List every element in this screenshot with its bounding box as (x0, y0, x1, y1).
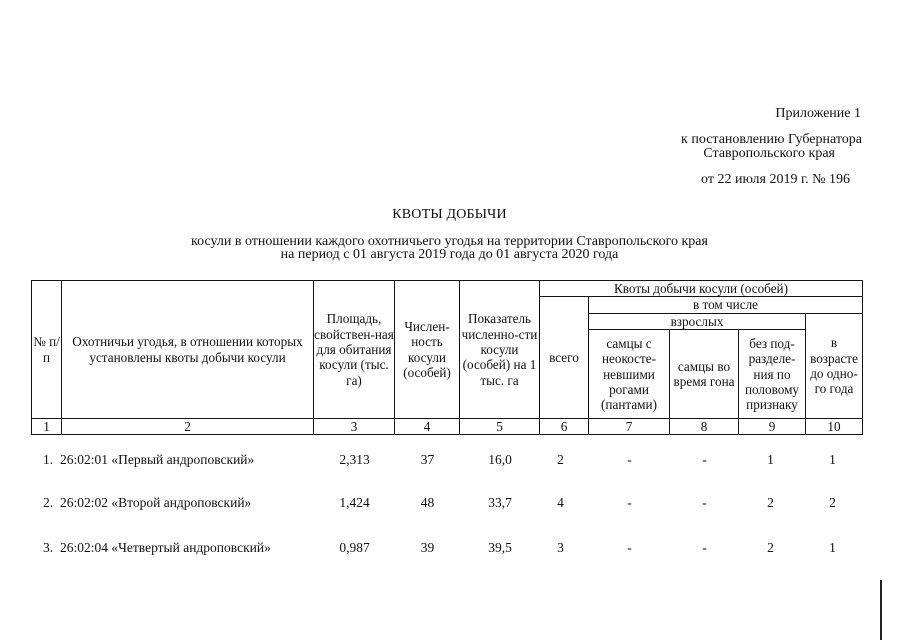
row-count: 48 (420, 495, 435, 510)
row-young: 2 (829, 495, 836, 510)
row-males-rut: - (702, 495, 707, 510)
row-num: 1. (42, 452, 54, 467)
row-no-sex: 2 (767, 540, 774, 555)
table-row (31, 539, 871, 557)
row-no-sex: 2 (767, 495, 774, 510)
column-number: 5 (460, 419, 540, 435)
row-area: 2,313 (339, 452, 370, 467)
header-quota-group: Квоты добычи косули (особей) (540, 281, 863, 297)
scan-edge-line (880, 580, 882, 640)
row-count: 37 (420, 452, 435, 467)
row-young: 1 (829, 452, 836, 467)
column-number: 4 (395, 419, 460, 435)
resolution-line-1: к постановлению Губернатора (681, 132, 862, 147)
row-males-antlers: - (627, 452, 632, 467)
column-number: 10 (806, 419, 863, 435)
row-total: 4 (557, 495, 564, 510)
date-line: от 22 июля 2019 г. № 196 (701, 172, 850, 187)
row-name: 26:02:02 «Второй андроповский» (60, 495, 252, 510)
row-young: 1 (829, 540, 836, 555)
header-area: Площадь, свойствен-ная для обитания косули (тыс. га) (314, 281, 395, 419)
header-hunting-grounds: Охотничьи угодья, в отношении которых установлены квоты добычи косули (62, 281, 314, 419)
header-no-sex-division: без под-разделе-ния по половому признаку (739, 330, 806, 419)
quota-table (31, 280, 863, 435)
row-males-rut: - (702, 452, 707, 467)
column-number: 3 (314, 419, 395, 435)
header-total: всего (540, 297, 589, 419)
column-number: 7 (589, 419, 670, 435)
header-num: № п/п (32, 281, 62, 419)
header-young: в возрасте до одно-го года (806, 313, 863, 418)
row-males-rut: - (702, 540, 707, 555)
header-males-antlers: самцы с неокосте-невшими рогами (пантами) (589, 330, 670, 419)
row-index: 39,5 (488, 540, 512, 555)
header-including-group: в том числе (589, 297, 863, 313)
row-no-sex: 1 (767, 452, 774, 467)
row-index: 33,7 (488, 495, 512, 510)
row-name: 26:02:01 «Первый андроповский» (60, 452, 255, 467)
column-number: 6 (540, 419, 589, 435)
resolution-line-2: Ставропольского края (703, 146, 835, 161)
row-males-antlers: - (627, 495, 632, 510)
row-count: 39 (420, 540, 435, 555)
column-number: 1 (32, 419, 62, 435)
row-area: 0,987 (339, 540, 370, 555)
table-row (31, 494, 871, 512)
document-subtitle-1: косули в отношении каждого охотничьего угодья на территории Ставропольского края (191, 234, 708, 249)
row-num: 2. (42, 495, 54, 510)
header-males-rut: самцы во время гона (670, 330, 739, 419)
row-area: 1,424 (339, 495, 370, 510)
row-name: 26:02:04 «Четвертый андроповский» (60, 540, 271, 555)
column-number: 2 (62, 419, 314, 435)
header-adults-group: взрослых (589, 313, 806, 329)
document-subtitle-2: на период с 01 августа 2019 года до 01 августа 2020 года (280, 247, 619, 262)
column-number: 9 (739, 419, 806, 435)
column-number: 8 (670, 419, 739, 435)
row-index: 16,0 (488, 452, 512, 467)
row-males-antlers: - (627, 540, 632, 555)
row-total: 2 (557, 452, 564, 467)
row-total: 3 (557, 540, 564, 555)
document-title: КВОТЫ ДОБЫЧИ (392, 207, 507, 222)
table-row (31, 451, 871, 469)
row-num: 3. (42, 540, 54, 555)
header-population: Числен-ность косули (особей) (395, 281, 460, 419)
appendix-label: Приложение 1 (775, 106, 861, 121)
header-density-index: Показатель численно-сти косули (особей) на 1 тыс. га (460, 281, 540, 419)
